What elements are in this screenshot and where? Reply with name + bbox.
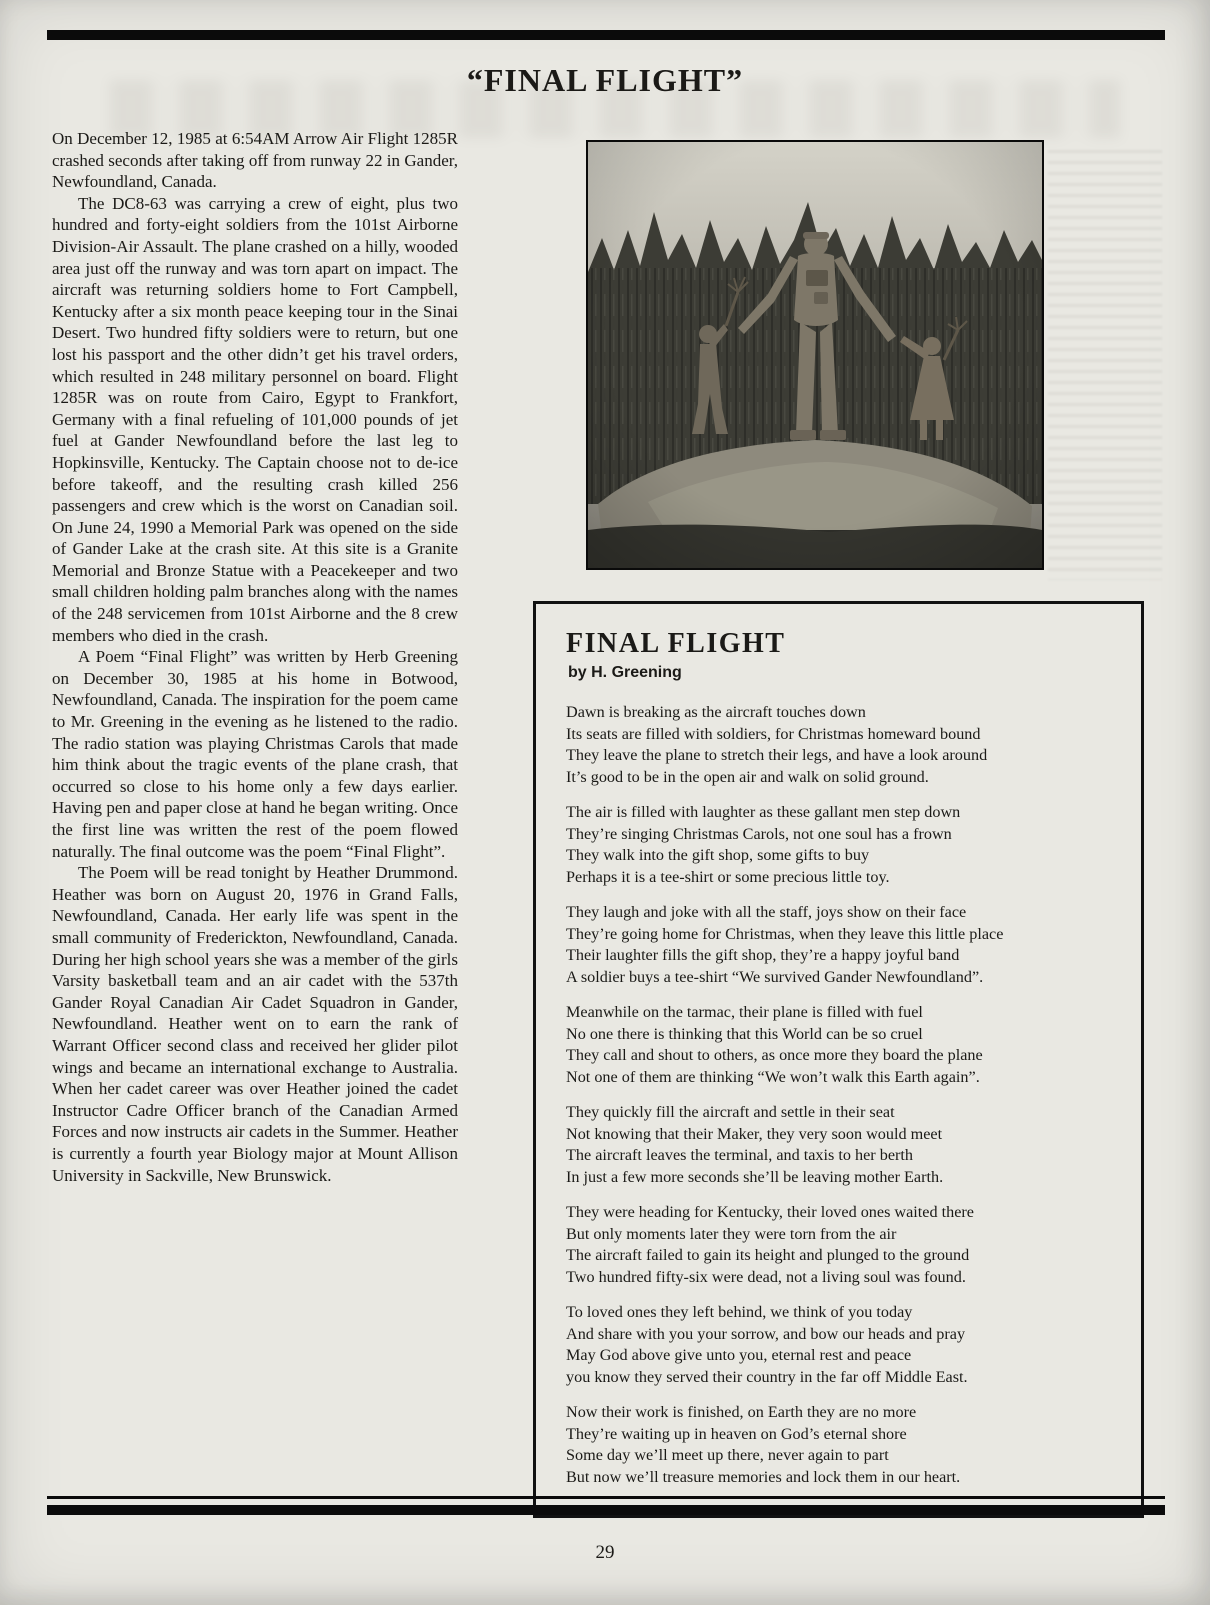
poem-line: They call and shout to others, as once more they board the plane <box>566 1046 983 1064</box>
poem-line: No one there is thinking that this World can be so cruel <box>566 1024 923 1043</box>
poem-line: Dawn is breaking as the aircraft touches down <box>566 703 866 721</box>
statue-photo-illustration <box>588 142 1042 568</box>
poem-line: Their laughter fills the gift shop, they’re a happy joyful band <box>566 946 960 964</box>
poem-stanza <box>566 802 1117 888</box>
poem-line: They leave the plane to stretch their legs, and have a look around <box>566 746 988 764</box>
poem-line: Its seats are filled with soldiers, for Christmas homeward bound <box>566 724 981 743</box>
poem-line: Not one of them are thinking “We won’t walk this Earth again”. <box>566 1067 980 1086</box>
article-paragraph: The DC8-63 was carrying a crew of eight, plus two hundred and forty-eight soldiers from the 101st Airborne Division-Air Assault. The plane crashed on a hilly, wooded area just off the runway and was torn apart on impact. The aircraft was returning soldiers home to Fort Campbell, Kentucky after a six month peace keeping tour in the Sinai Desert. Two hundred fifty soldiers were to return, but one lost his passport and the other didn’t get his travel orders, which resulted in 248 military personnel on board. Flight 1285R was on route from Cairo, Egypt to Frankfort, Germany with a final refueling of 101,000 pounds of jet fuel at Gander Newfoundland before the last leg to Hopkinsville, Kentucky. The Captain choose not to de-ice before takeoff, and the resulting crash killed 256 passengers and crew which is the worst on Canadian soil. On June 24, 1990 a Memorial Park was opened on the side of Gander Lake at the crash site. At this site is a Granite Memorial and Bronze Statue with a Peacekeeper and two small children holding palm branches along with the names of the 248 servicemen from 101st Airborne and the 8 crew members who died in the crash. <box>52 193 458 645</box>
article-paragraph: A Poem “Final Flight” was written by Herb Greening on December 30, 1985 at his home in Botwood, Newfoundland, Canada. The inspiration for the poem came to Mr. Greening in the evening as he listened to the radio. The radio station was playing Christmas Carols that made him think about the tragic events of the plane crash, that occurred so close to his home only a few days earlier. Having pen and paper close at hand he began writing. Once the first line was written the rest of the poem flowed naturally. The final outcome was the poem “Final Flight”. <box>52 647 458 861</box>
poem-line: To loved ones they left behind, we think of you today <box>566 1303 913 1321</box>
poem-line: Some day we’ll meet up there, never again to part <box>566 1446 889 1464</box>
memorial-statue-photo <box>586 140 1044 570</box>
poem-line: And share with you your sorrow, and bow our heads and pray <box>566 1324 966 1343</box>
bleedthrough-artifact <box>1048 150 1162 580</box>
poem-stanza <box>566 1102 1117 1188</box>
poem-stanza <box>566 1002 1117 1088</box>
poem-stanza <box>566 1302 1117 1388</box>
page-title: “FINAL FLIGHT” <box>466 62 744 98</box>
poem-line: Meanwhile on the tarmac, their plane is filled with fuel <box>566 1003 923 1021</box>
poem-stanza <box>566 702 1117 788</box>
poem-line: They’re singing Christmas Carols, not one soul has a frown <box>566 824 952 843</box>
top-rule <box>47 30 1165 40</box>
poem-line: The air is filled with laughter as these gallant men step down <box>566 803 961 821</box>
poem-line: you know they served their country in the far off Middle East. <box>566 1367 968 1386</box>
poem-line: In just a few more seconds she’ll be leaving mother Earth. <box>566 1167 944 1186</box>
poem-line: They were heading for Kentucky, their loved ones waited there <box>566 1203 974 1221</box>
article-paragraph: The Poem will be read tonight by Heather Drummond. Heather was born on August 20, 1976 in Grand Falls, Newfoundland, Canada. Her early life was spent in the small community of Frederickton, Newfoundland, Canada. During her high school years she was a member of the girls Varsity basketball team and an air cadet with the 537th Gander Royal Canadian Air Cadet Squadron in Gander, Newfoundland. Heather went on to earn the rank of Warrant Officer second class and received her glider pilot wings and became an international exchange to Australia. When her cadet career was over Heather joined the cadet Instructor Cadre Officer branch of the Canadian Armed Forces and now instructs air cadets in the Summer. Heather is currently a fourth year Biology major at Mount Allison University in Sackville, New Brunswick. <box>52 863 458 1185</box>
article-paragraph: On December 12, 1985 at 6:54AM Arrow Air Flight 1285R crashed seconds after taking off from runway 22 in Gander, Newfoundland, Canada. <box>52 129 458 192</box>
bottom-rule-thin <box>47 1496 1165 1499</box>
poem-box <box>533 601 1144 1518</box>
poem-line: May God above give unto you, eternal rest and peace <box>566 1346 912 1364</box>
bottom-rule-thick <box>47 1505 1165 1515</box>
poem-line: It’s good to be in the open air and walk on solid ground. <box>566 767 929 786</box>
poem-line: But only moments later they were torn from the air <box>566 1224 897 1243</box>
poem-line: Perhaps it is a tee-shirt or some precious little toy. <box>566 867 890 886</box>
poem-stanza <box>566 1202 1117 1288</box>
page-number: 29 <box>595 1542 615 1563</box>
poem-byline: by H. Greening <box>568 664 682 681</box>
poem-stanza <box>566 1402 1117 1488</box>
article-column <box>52 128 458 1186</box>
poem-line: Not knowing that their Maker, they very soon would meet <box>566 1124 943 1143</box>
poem-line: They’re waiting up in heaven on God’s eternal shore <box>566 1424 907 1443</box>
poem-line: They quickly fill the aircraft and settle in their seat <box>566 1103 895 1121</box>
poem-line: Two hundred fifty-six were dead, not a living soul was found. <box>566 1267 966 1286</box>
poem-line: They’re going home for Christmas, when they leave this little place <box>566 924 1004 943</box>
poem-line: Now their work is finished, on Earth they are no more <box>566 1403 917 1421</box>
poem-line: They laugh and joke with all the staff, joys show on their face <box>566 903 967 921</box>
poem-heading: FINAL FLIGHT <box>566 628 786 659</box>
poem-line: They walk into the gift shop, some gifts to buy <box>566 846 870 864</box>
poem-stanza <box>566 902 1117 988</box>
poem-line: The aircraft failed to gain its height and plunged to the ground <box>566 1246 970 1264</box>
poem-line: A soldier buys a tee-shirt “We survived Gander Newfoundland”. <box>566 967 984 986</box>
poem-line: But now we’ll treasure memories and lock them in our heart. <box>566 1467 961 1486</box>
poem-line: The aircraft leaves the terminal, and taxis to her berth <box>566 1146 913 1164</box>
